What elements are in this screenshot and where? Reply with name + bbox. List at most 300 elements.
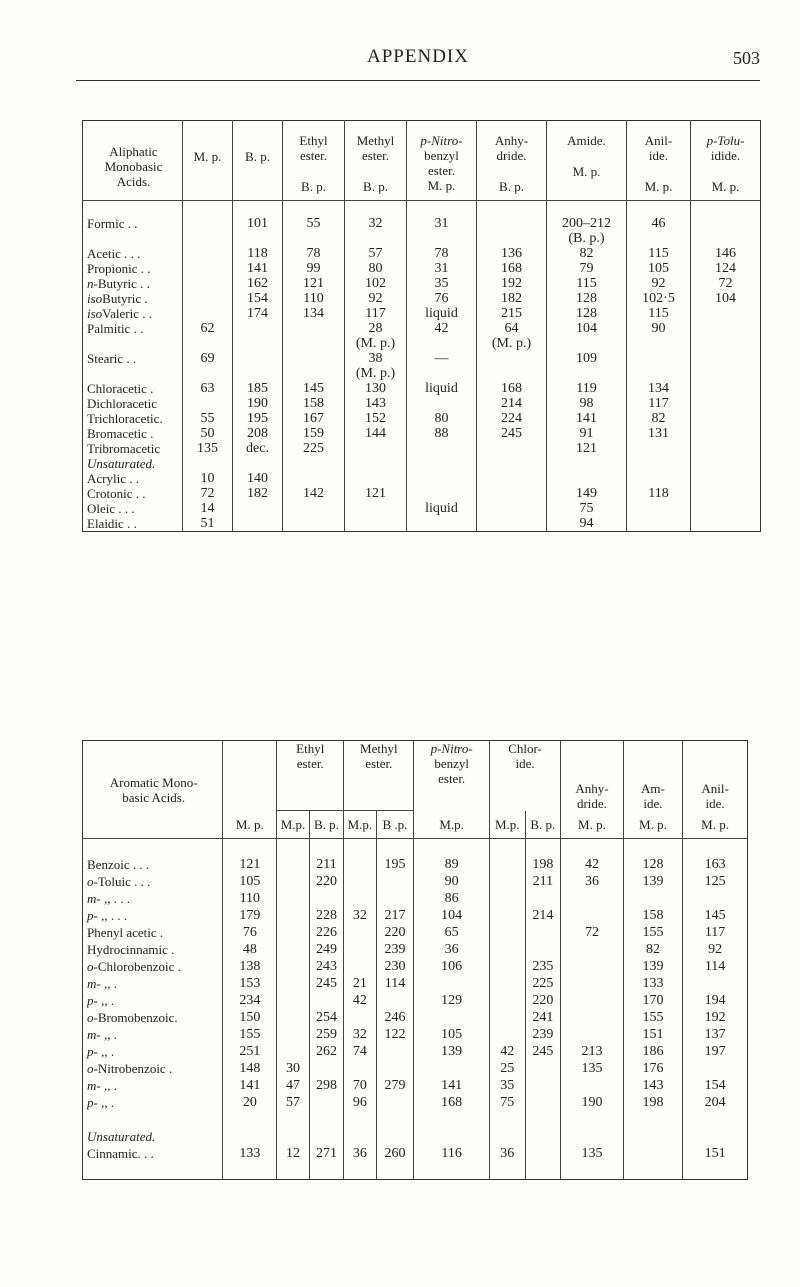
acid-name: Formic . . (87, 216, 138, 231)
value-cell: 198 (525, 856, 561, 873)
value-cell (183, 456, 233, 471)
value-cell: 168 (477, 381, 547, 396)
value-cell (489, 856, 525, 873)
aliphatic-header-row (83, 121, 761, 201)
value-cell (407, 231, 477, 246)
header-spacer (693, 121, 758, 133)
value-cell (489, 941, 525, 958)
acid-name: Unsaturated. (87, 1129, 156, 1144)
value-cell: 194 (683, 992, 748, 1009)
value-cell: 179 (223, 907, 277, 924)
aromatic-nitro-header (414, 741, 490, 811)
value-cell: 148 (223, 1060, 277, 1077)
header-line: Anil- (644, 133, 673, 148)
value-cell: (B. p.) (547, 231, 627, 246)
value-cell: 135 (561, 1145, 624, 1162)
value-cell: 90 (414, 873, 490, 890)
header-line: M. p. (427, 178, 456, 193)
value-cell: 204 (683, 1094, 748, 1111)
value-cell: 80 (407, 411, 477, 426)
spacer-cell (525, 1162, 561, 1180)
value-cell (477, 366, 547, 381)
value-cell (525, 941, 561, 958)
value-cell (477, 351, 547, 366)
acid-name: Tribromacetic (87, 441, 161, 456)
value-cell: 133 (223, 1145, 277, 1162)
value-cell: 186 (623, 1043, 682, 1060)
value-cell: 208 (233, 426, 283, 441)
acid-name (83, 958, 223, 975)
value-cell (345, 441, 407, 456)
header-rule (76, 80, 760, 81)
value-cell (277, 924, 309, 941)
value-cell: 38 (345, 351, 407, 366)
value-cell: 298 (309, 1077, 344, 1094)
value-cell: 88 (407, 426, 477, 441)
value-cell: 14 (183, 501, 233, 516)
aliphatic-header-cell (345, 121, 407, 201)
value-cell (344, 856, 376, 873)
value-cell (489, 873, 525, 890)
value-cell (691, 486, 761, 501)
value-cell: liquid (407, 501, 477, 516)
value-cell (691, 336, 761, 351)
acid-name (83, 873, 223, 890)
value-cell: 72 (183, 486, 233, 501)
value-cell: 136 (477, 246, 547, 261)
value-cell: 36 (414, 941, 490, 958)
value-cell (627, 456, 691, 471)
value-cell (277, 975, 309, 992)
value-cell: 139 (623, 958, 682, 975)
acid-name (83, 366, 183, 381)
value-cell: 30 (277, 1060, 309, 1077)
table-row (83, 1009, 748, 1026)
value-cell: 118 (233, 246, 283, 261)
value-cell: 78 (407, 246, 477, 261)
name-rest: ,, . (97, 1095, 115, 1110)
value-cell: 170 (623, 992, 682, 1009)
value-cell (407, 366, 477, 381)
value-cell (183, 216, 233, 231)
value-cell: 151 (623, 1026, 682, 1043)
value-cell (376, 873, 414, 890)
value-cell: 89 (414, 856, 490, 873)
aliphatic-header (83, 121, 761, 201)
spacer-cell (344, 839, 376, 857)
value-cell: 80 (345, 261, 407, 276)
value-cell (561, 975, 624, 992)
spacer-cell (561, 839, 624, 857)
table-row (83, 1026, 748, 1043)
value-cell: 190 (233, 396, 283, 411)
spacer-cell (623, 839, 682, 857)
value-cell (525, 1094, 561, 1111)
value-cell: 32 (345, 216, 407, 231)
value-cell (183, 231, 233, 246)
value-cell (277, 907, 309, 924)
header-line: Methyl (360, 741, 398, 756)
value-cell: 133 (623, 975, 682, 992)
value-cell: 57 (345, 246, 407, 261)
aromatic-amide-header (623, 741, 682, 811)
value-cell: liquid (407, 306, 477, 321)
value-cell: 168 (414, 1094, 490, 1111)
value-cell (489, 958, 525, 975)
header-line: benzyl (434, 756, 469, 771)
value-cell (627, 351, 691, 366)
spacer-cell (233, 201, 283, 217)
value-cell: 245 (309, 975, 344, 992)
aromatic-acids-table (82, 740, 748, 1180)
name-rest: Nitrobenzoic . (97, 1061, 173, 1076)
aliphatic-header-cell (691, 121, 761, 201)
header-line: Anhy- (494, 133, 529, 148)
aromatic-body (83, 839, 748, 1180)
spacer-cell (489, 839, 525, 857)
header-line: Acids. (116, 174, 151, 189)
value-cell (183, 396, 233, 411)
value-cell (623, 1111, 682, 1145)
value-cell: 92 (683, 941, 748, 958)
acid-name: Phenyl acetic . (87, 925, 164, 940)
value-cell: 176 (623, 1060, 682, 1077)
value-cell (183, 246, 233, 261)
value-cell: 117 (345, 306, 407, 321)
value-cell (309, 1111, 344, 1145)
table-row (83, 456, 761, 471)
value-cell: 262 (309, 1043, 344, 1060)
value-cell (376, 1043, 414, 1060)
acid-name: Benzoic . . . (87, 857, 150, 872)
table-row (83, 1077, 748, 1094)
value-cell (407, 456, 477, 471)
value-cell (489, 907, 525, 924)
value-cell: 25 (489, 1060, 525, 1077)
value-cell: (M. p.) (345, 336, 407, 351)
value-cell: 10 (183, 471, 233, 486)
value-cell (283, 366, 345, 381)
spacer-cell (627, 201, 691, 217)
value-cell (547, 471, 627, 486)
value-cell: 139 (414, 1043, 490, 1060)
header-line: M. p. (711, 179, 740, 194)
table-row (83, 216, 761, 231)
value-cell: 42 (561, 856, 624, 873)
value-cell: 220 (525, 992, 561, 1009)
table-row (83, 321, 761, 336)
value-cell: 117 (683, 924, 748, 941)
value-cell: 121 (283, 276, 345, 291)
value-cell: 104 (414, 907, 490, 924)
value-cell: 57 (277, 1094, 309, 1111)
table-row (83, 471, 761, 486)
header-line: Anhy- (575, 780, 609, 796)
value-cell: 137 (683, 1026, 748, 1043)
value-cell (627, 366, 691, 381)
value-cell: 102 (345, 276, 407, 291)
name-rest: ,, . (100, 1027, 117, 1042)
prefix-italic: o- (87, 874, 98, 889)
header-line: dride. (496, 148, 527, 163)
header-line: ide. (515, 756, 535, 771)
value-cell: 279 (376, 1077, 414, 1094)
value-cell: 143 (345, 396, 407, 411)
value-cell: 245 (477, 426, 547, 441)
header-spacer (185, 121, 230, 133)
value-cell: 224 (477, 411, 547, 426)
value-cell (489, 1009, 525, 1026)
table-row (83, 261, 761, 276)
header-line: dride. (576, 795, 607, 811)
value-cell (344, 873, 376, 890)
spacer-cell (691, 201, 761, 217)
value-cell (376, 992, 414, 1009)
header-line: ester. (365, 756, 393, 771)
header-line: ester. (427, 163, 456, 178)
value-cell: 213 (561, 1043, 624, 1060)
value-cell: 182 (233, 486, 283, 501)
table-row (83, 351, 761, 366)
acid-name: Unsaturated. (87, 456, 156, 471)
table-row (83, 291, 761, 306)
value-cell: 135 (561, 1060, 624, 1077)
value-cell: 35 (407, 276, 477, 291)
header-line: B. p. (363, 179, 388, 194)
value-cell: 79 (547, 261, 627, 276)
table-row (83, 486, 761, 501)
value-cell: 243 (309, 958, 344, 975)
acid-name (83, 336, 183, 351)
table-row (83, 231, 761, 246)
value-cell: 214 (477, 396, 547, 411)
value-cell: (M. p.) (345, 366, 407, 381)
table-row (83, 975, 748, 992)
value-cell (691, 471, 761, 486)
prefix-italic: m- (87, 976, 101, 991)
value-cell (376, 1060, 414, 1077)
value-cell (477, 456, 547, 471)
header-line: B. p. (301, 179, 326, 194)
value-cell (277, 1043, 309, 1060)
table-row (83, 958, 748, 975)
header-line: Ethyl (299, 133, 328, 148)
header-line: B. p. (499, 179, 524, 194)
table-row (83, 276, 761, 291)
value-cell: 195 (233, 411, 283, 426)
spacer-cell (489, 1162, 525, 1180)
value-cell: 69 (183, 351, 233, 366)
acid-name: Cinnamic. . . (87, 1146, 154, 1161)
value-cell: 48 (223, 941, 277, 958)
prefix-italic: o- (87, 1061, 98, 1076)
value-cell (376, 1111, 414, 1145)
aromatic-subheader-cell: B .p. (376, 811, 414, 839)
value-cell: 101 (233, 216, 283, 231)
spacer-cell (414, 1162, 490, 1180)
aliphatic-header-cell (183, 121, 233, 201)
value-cell (627, 471, 691, 486)
value-cell (525, 1145, 561, 1162)
value-cell (561, 907, 624, 924)
value-cell: 174 (233, 306, 283, 321)
table-row (83, 1060, 748, 1077)
value-cell (691, 216, 761, 231)
value-cell (683, 1060, 748, 1077)
aliphatic-acids-table (82, 120, 761, 532)
value-cell (345, 501, 407, 516)
value-cell (309, 1060, 344, 1077)
value-cell (283, 456, 345, 471)
value-cell: 115 (627, 246, 691, 261)
value-cell (547, 456, 627, 471)
value-cell: 63 (183, 381, 233, 396)
value-cell: 32 (344, 907, 376, 924)
value-cell: 128 (547, 306, 627, 321)
value-cell: 91 (547, 426, 627, 441)
value-cell (283, 516, 345, 532)
aromatic-subheader-cell: M.p. (277, 811, 309, 839)
value-cell: 115 (547, 276, 627, 291)
header-line: basic Acids. (122, 789, 186, 805)
value-cell: 228 (309, 907, 344, 924)
table-row (83, 907, 748, 924)
value-cell (223, 1111, 277, 1145)
value-cell (233, 501, 283, 516)
value-cell (489, 975, 525, 992)
value-cell: 35 (489, 1077, 525, 1094)
value-cell (691, 351, 761, 366)
header-spacer (629, 121, 688, 133)
value-cell: 235 (525, 958, 561, 975)
value-cell (691, 381, 761, 396)
value-cell: 155 (223, 1026, 277, 1043)
value-cell: 246 (376, 1009, 414, 1026)
table-row (83, 501, 761, 516)
value-cell: 230 (376, 958, 414, 975)
acid-name: Trichloracetic. (87, 411, 163, 426)
value-cell (277, 992, 309, 1009)
prefix-italic: iso (87, 306, 103, 321)
value-cell (547, 366, 627, 381)
header-line: ester. (296, 756, 324, 771)
spacer-cell (283, 201, 345, 217)
name-rest: ,, . (100, 976, 117, 991)
header-line: B. p. (245, 149, 270, 164)
value-cell: 82 (547, 246, 627, 261)
spacer-cell (477, 201, 547, 217)
value-cell (233, 366, 283, 381)
value-cell (623, 890, 682, 907)
value-cell (627, 231, 691, 246)
value-cell: 254 (309, 1009, 344, 1026)
spacer-cell (223, 839, 277, 857)
page-header (76, 46, 760, 86)
value-cell: 182 (477, 291, 547, 306)
acid-name (83, 1026, 223, 1043)
value-cell (525, 924, 561, 941)
value-cell (489, 1026, 525, 1043)
name-rest: ,, . . . (97, 908, 128, 923)
header-line: p-Tolu- (706, 133, 745, 148)
value-cell: 143 (623, 1077, 682, 1094)
aromatic-chloride-header (489, 741, 560, 811)
header-line: p-Nitro- (420, 133, 463, 148)
acid-name (83, 291, 183, 306)
table-row (83, 924, 748, 941)
value-cell: 154 (683, 1077, 748, 1094)
value-cell: 155 (623, 924, 682, 941)
value-cell (407, 336, 477, 351)
value-cell: 62 (183, 321, 233, 336)
aliphatic-header-cell (477, 121, 547, 201)
value-cell (477, 501, 547, 516)
value-cell: 121 (345, 486, 407, 501)
value-cell: 42 (344, 992, 376, 1009)
acid-name (83, 1094, 223, 1111)
value-cell (283, 321, 345, 336)
value-cell: 192 (477, 276, 547, 291)
spacer-cell (683, 839, 748, 857)
value-cell: 82 (623, 941, 682, 958)
value-cell (283, 231, 345, 246)
value-cell: 185 (233, 381, 283, 396)
value-cell: 239 (376, 941, 414, 958)
value-cell (525, 890, 561, 907)
value-cell (407, 396, 477, 411)
prefix-italic: p- (87, 908, 98, 923)
header-line: ester. (438, 771, 466, 786)
value-cell (345, 231, 407, 246)
value-cell: 192 (683, 1009, 748, 1026)
value-cell (283, 336, 345, 351)
value-cell: 220 (309, 873, 344, 890)
header-line: Am- (641, 780, 665, 796)
value-cell: 128 (547, 291, 627, 306)
value-cell (691, 411, 761, 426)
value-cell (183, 276, 233, 291)
aromatic-acids-header (83, 741, 223, 839)
value-cell (414, 1060, 490, 1077)
value-cell: 152 (345, 411, 407, 426)
header-line: Methyl (356, 133, 395, 148)
value-cell: 239 (525, 1026, 561, 1043)
spacer-cell (309, 839, 344, 857)
value-cell (344, 1111, 376, 1145)
value-cell: 104 (547, 321, 627, 336)
value-cell: 159 (283, 426, 345, 441)
value-cell (547, 336, 627, 351)
value-cell: 271 (309, 1145, 344, 1162)
prefix-italic: p- (87, 993, 98, 1008)
header-spacer (549, 121, 624, 133)
aromatic-subheader-cell: M.p. (489, 811, 525, 839)
value-cell: 214 (525, 907, 561, 924)
table-row (83, 396, 761, 411)
aromatic-top-spacer (83, 839, 748, 857)
value-cell: 195 (376, 856, 414, 873)
aromatic-mp-header: M. p. (223, 811, 277, 839)
value-cell: 162 (233, 276, 283, 291)
value-cell (627, 501, 691, 516)
aromatic-subheader-cell: B. p. (525, 811, 561, 839)
value-cell (407, 486, 477, 501)
value-cell: 76 (407, 291, 477, 306)
value-cell (691, 426, 761, 441)
spacer-cell (547, 201, 627, 217)
acid-name: Oleic . . . (87, 501, 135, 516)
value-cell (283, 501, 345, 516)
